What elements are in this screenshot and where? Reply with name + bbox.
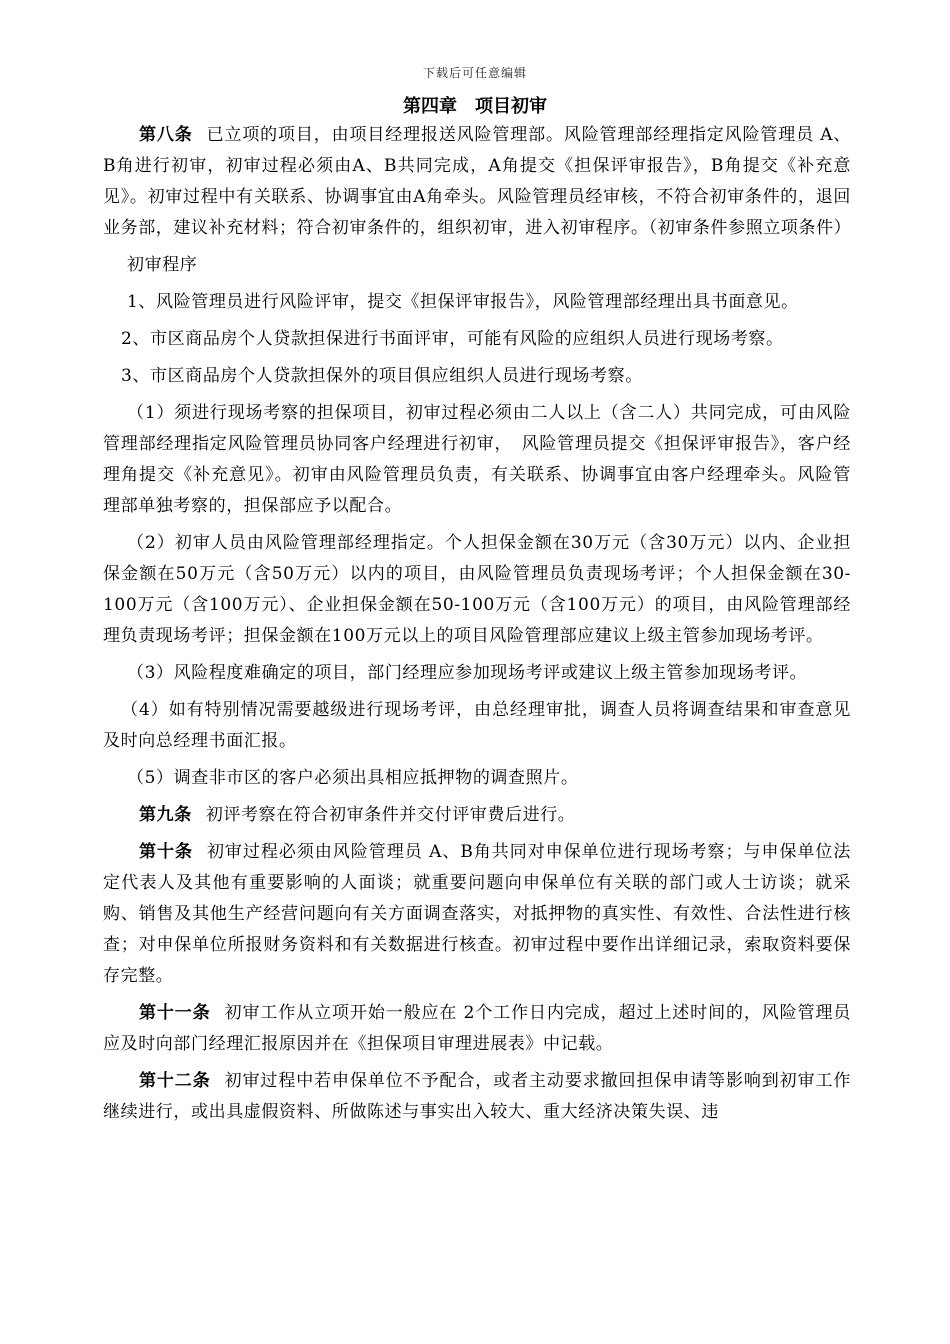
document-body: [103, 120, 851, 1134]
article-11-text: 初审工作从立项开始一般应在 2个工作日内完成，超过上述时间的，风险管理员应及时向部门经理汇报原因并在《担保项目审理进展表》中记载。: [103, 1003, 851, 1054]
sub-item-1: （1）须进行现场考察的担保项目，初审过程必须由二人以上（含二人）共同完成，可由风险管理部经理指定风险管理员协同客户经理进行初审， 风险管理员提交《担保评审报告》，客户经理角提交《补充意见》。初审由风险管理员负责，有关联系、协调事宜由客户经理牵头。风险管理部单独考察的，担保部应予以配合。: [103, 403, 851, 516]
article-10-label: 第十条: [139, 842, 193, 862]
article-8-text: 已立项的项目，由项目经理报送风险管理部。风险管理部经理指定风险管理员 A、B角进行初审，初审过程必须由A、B共同完成，A角提交《担保评审报告》，B角提交《补充意见》。初审过程中有关联系、协调事宜由A角牵头。风险管理员经审核，不符合初审条件的，退回业务部，建议补充材料；符合初审条件的，组织初审，进入初审程序。（初审条件参照立项条件）: [103, 125, 852, 238]
sub-item-3: （3）风险程度难确定的项目，部门经理应参加现场考评或建议上级主管参加现场考评。: [127, 663, 808, 683]
article-12-text: 初审过程中若申保单位不予配合，或者主动要求撤回担保申请等影响到初审工作继续进行，或出具虚假资料、所做陈述与事实出入较大、重大经济决策失误、违: [103, 1071, 851, 1122]
article-9-text: 初评考察在符合初审条件并交付评审费后进行。: [205, 805, 576, 825]
article-10-text: 初审过程必须由风险管理员 A、B角共同对申保单位进行现场考察；与申保单位法定代表人及其他有重要影响的人面谈；就重要问题向申保单位有关联的部门或人士访谈；就采购、销售及其他生产经营问题向有关方面调查落实，对抵押物的真实性、有效性、合法性进行核查；对申保单位所报财务资料和有关数据进行核查。初审过程中要作出详细记录，索取资料要保存完整。: [103, 842, 851, 986]
article-12: [103, 1066, 851, 1128]
procedure-item-2: 2、市区商品房个人贷款担保进行书面评审，可能有风险的应组织人员进行现场考察。: [121, 329, 784, 349]
procedure-title: 初审程序: [127, 255, 198, 275]
article-8-label: 第八条: [139, 125, 193, 145]
article-8: [103, 120, 851, 244]
article-9-label: 第九条: [139, 805, 192, 825]
procedure-item-3: 3、市区商品房个人贷款担保外的项目俱应组织人员进行现场考察。: [121, 366, 643, 386]
header-note: 下载后可任意编辑: [422, 66, 527, 80]
article-12-label: 第十二条: [139, 1071, 211, 1091]
sub-item-2: （2）初审人员由风险管理部经理指定。个人担保金额在30万元（含30万元）以内、企业担保金额在50万元（含50万元）以内的项目，由风险管理员负责现场考评；个人担保金额在30-100万元（含100万元）、企业担保金额在50-100万元（含100万元）的项目，由风险管理部经理负责现场考评；担保金额在100万元以上的项目风险管理部应建议上级主管参加现场考评。: [103, 533, 851, 646]
article-10: [103, 837, 851, 992]
sub-item-4: （4）如有特别情况需要越级进行现场考评，由总经理审批，调查人员将调查结果和审查意见及时向总经理书面汇报。: [103, 700, 851, 751]
article-9: [103, 800, 851, 831]
procedure-item-1: 1、风险管理员进行风险评审，提交《担保评审报告》，风险管理部经理出具书面意见。: [127, 292, 799, 312]
article-11: [103, 998, 851, 1060]
article-11-label: 第十一条: [139, 1003, 211, 1023]
sub-item-5: （5）调查非市区的客户必须出具相应抵押物的调查照片。: [127, 768, 579, 788]
chapter-title: 第四章 项目初审: [403, 96, 547, 117]
